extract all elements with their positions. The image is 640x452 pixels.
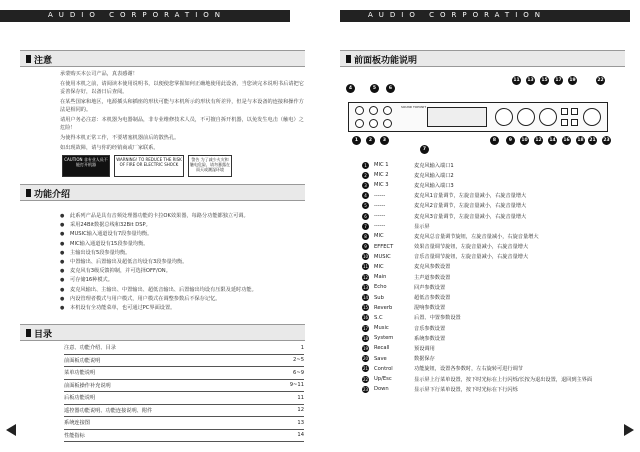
notice-paragraph: 在某些国家和地区，电源插头和插座的形状可能与本机所示的形状有所差异，但是与本设备的连接和操作方法是相同的。 [60,99,304,113]
toc-page: 12 [297,407,304,414]
toc-page: 2~5 [293,357,304,364]
item-number: 10 [362,254,369,260]
mic3-volume-knob-icon [383,119,392,128]
list-item [362,252,632,262]
callout-number: 15 [541,78,548,83]
features-title: 功能介绍 [34,190,71,200]
callout-number: 19 [569,78,576,83]
item-label: Down [374,386,389,393]
toc-label: 前面板操作补充说明 [64,382,111,389]
toc-row[interactable] [64,367,304,380]
item-number: 12 [362,274,369,280]
item-label: Echo [374,284,387,291]
list-item [362,170,632,180]
item-desc: 麦克风2音量调节，左旋音量减小，右旋音量增大 [414,203,527,210]
item-label: MIC [374,263,384,270]
list-item: ● 中置输出、后置输出及超低音均设有3段参量均衡。 [60,258,305,267]
item-label: EFFECT [374,243,394,250]
item-number: 6 [362,213,369,220]
item-label: ------ [374,192,386,199]
list-item [362,333,632,343]
caution-label: CAUTION 非专业人员不能打开机器 [62,155,110,177]
item-number: 9 [362,243,369,250]
header-brand-text: AUDIO CORPORATION [368,11,547,19]
item-desc: 超低音参数设置 [414,295,451,302]
panel-brand-text: SOUND TOPUNIT [401,105,427,109]
item-desc: 效果音量调节旋钮，左旋音量减小，右旋音量增大 [414,244,529,251]
item-label: System [374,335,394,342]
item-desc: 数据保存 [414,356,435,363]
item-label: ------ [374,202,386,209]
toc-page: 14 [297,432,304,439]
table-of-contents [64,342,304,442]
toc-label: 注意、功能介绍、目录 [64,345,116,352]
list-item [362,364,632,374]
toc-page: 13 [297,419,304,426]
item-label: ------ [374,213,386,220]
mic3-jack-icon [383,106,392,115]
mic-master-knob-icon [495,108,513,126]
callout-number: 8 [490,136,499,145]
section-marker [26,189,31,197]
item-desc: 后置、中置参数设置 [414,315,461,322]
mode-button [571,119,578,126]
item-number: 11 [362,264,369,270]
item-label: Recall [374,345,390,352]
toc-title: 目录 [34,330,53,340]
list-item [362,374,632,384]
item-label: MUSIC [374,253,391,260]
mode-button [561,108,568,115]
item-number: 8 [362,233,369,240]
effect-knob-icon [517,108,535,126]
item-desc: 麦克风输入端口2 [414,172,454,179]
toc-label: 遥控器功能说明、功能连接说明、附件 [64,407,153,414]
header-brand-text: AUDIO CORPORATION [48,11,227,19]
list-item [362,282,632,292]
item-number: 22 [362,376,369,382]
toc-row[interactable] [64,342,304,355]
toc-row[interactable] [64,417,304,430]
item-number: 2 [362,172,369,179]
right-page [320,0,640,452]
mode-button [561,119,568,126]
list-item: ● 本机设有全功能菜单，也可通过PC界面设置。 [60,304,305,313]
mic2-jack-icon [369,106,378,115]
item-label: MIC 2 [374,172,389,179]
item-number: 16 [362,315,369,321]
item-desc: 系统参数设置 [414,335,446,342]
list-item [362,231,632,241]
toc-row[interactable] [64,430,304,443]
callout-number: 9 [506,136,515,145]
item-label: MIC [374,233,384,240]
item-number: 14 [362,295,369,301]
toc-label: 菜单功能说明 [64,370,96,377]
item-desc: 音乐参数设置 [414,325,446,332]
item-desc: 显示屏 [414,223,430,230]
item-label: Up/Esc [374,376,392,383]
list-item [362,160,632,170]
toc-page: 6~9 [293,369,304,376]
section-marker [26,55,31,63]
mic1-jack-icon [355,106,364,115]
item-number: 20 [362,356,369,362]
item-number: 15 [362,305,369,311]
item-desc: 麦克风输入端口1 [414,162,454,169]
callout-number: 23 [603,138,610,143]
mic2-volume-knob-icon [369,119,378,128]
item-desc: 麦克风参数设置 [414,264,451,271]
item-desc: 显示屏下行菜单设置，按下时光标在下行闪烁 [414,386,518,393]
callout-number: 14 [549,138,556,143]
item-desc: 预设调用 [414,345,435,352]
list-item [362,201,632,211]
item-number: 21 [362,366,369,372]
front-panel-diagram [348,102,608,132]
toc-page: 1 [300,344,304,351]
list-item: ● 内设管理者模式与用户模式，用户模式在调整参数后不保存记忆。 [60,295,305,304]
mode-button [571,108,578,115]
list-item [362,262,632,272]
item-desc: 功能旋钮，设置各参数时，左右旋转可进行调节 [414,366,523,373]
toc-row[interactable] [64,380,304,393]
list-item: ● 麦克风输出、主输出、中置输出、超低音输出、后置输出均设有压限及延时功能。 [60,286,305,295]
section-marker [346,55,351,63]
item-desc: 主声道参数设置 [414,274,451,281]
display-screen [427,107,487,127]
jinggao-label: 警告 为了减少火灾和触电危险，请勿暴露在雨天或潮湿环境 [188,155,232,177]
next-page-arrow-icon[interactable] [624,424,634,436]
callout-number: 12 [535,138,542,143]
callout-number: 10 [521,138,528,143]
list-item [362,211,632,221]
item-desc: 麦克风输入端口3 [414,182,454,189]
item-label: S.C [374,314,383,321]
item-number: 18 [362,335,369,341]
warning-labels [62,155,232,177]
callout-number: 18 [577,138,584,143]
callout-number: 5 [370,84,379,93]
notice-paragraph: 为使得本机正常工作，不要堵塞机器前后的散热孔。 [60,135,180,141]
callout-number: 3 [380,136,389,145]
callout-number: 17 [555,78,562,83]
item-desc: 麦克风3音量调节，左旋音量减小，右旋音量增大 [414,213,527,220]
features-section-header [20,184,305,201]
warning-label: WARNING! TO REDUCE THE RISK OF FIRE OR ELECTRIC SHOCK [114,155,184,177]
list-item [362,354,632,364]
toc-page: 11 [297,394,304,401]
list-item [362,343,632,353]
notice-paragraph: 在使用本机之前，请阅读本使用说明书，以便使您掌握如何正确地使用此设备，当您读完本说明书后请把它妥善保存好，以备日后查阅。 [60,81,304,95]
callout-number: 11 [513,78,520,83]
notice-title: 注意 [34,56,53,66]
item-desc: 音乐音量调节旋钮，左旋音量减小，右旋音量增大 [414,254,529,261]
item-label: MIC 3 [374,182,389,189]
panel-section-header [340,50,625,67]
toc-page: 9~11 [289,382,304,389]
list-item [362,292,632,302]
feature-list [60,212,305,313]
item-label: MIC 1 [374,162,389,169]
item-label: ------ [374,223,386,230]
list-item: ● 可存储16种模式。 [60,276,305,285]
callout-number: 4 [346,84,355,93]
item-label: Control [374,365,393,372]
toc-row[interactable] [64,405,304,418]
list-item: ● 麦克风有3级反馈抑制，并可选择OFF/ON。 [60,267,305,276]
callout-number: 13 [527,78,534,83]
item-label: Sub [374,294,384,301]
panel-title: 前面板功能说明 [354,56,418,66]
notice-paragraph: 如出现故障，请与你的经销商或厂家联系。 [60,145,159,151]
item-label: Main [374,274,387,281]
item-number: 4 [362,192,369,199]
item-number: 1 [362,162,369,169]
item-desc: 麦克风1音量调节，左旋音量减小，右旋音量增大 [414,193,527,200]
item-label: Reverb [374,304,393,311]
toc-row[interactable] [64,355,304,368]
notice-paragraph: 请用户务必注意：本机器为电器制品，非专业维修技术人员，不可擅自拆开机器，以免发生电击（触电）之危险！ [60,117,304,131]
item-number: 7 [362,223,369,230]
toc-row[interactable] [64,392,304,405]
list-item [362,303,632,313]
item-desc: 混响参数设置 [414,305,446,312]
toc-label: 系统连接图 [64,420,90,427]
toc-label: 性能指标 [64,432,85,439]
item-number: 23 [362,386,369,392]
item-number: 19 [362,345,369,351]
callout-number: 1 [352,136,361,145]
panel-function-list [362,160,632,394]
item-desc: 麦克风总音量调节旋钮，左旋音量减小，右旋音量增大 [414,233,539,240]
notice-text [60,70,305,154]
list-item [362,272,632,282]
item-desc: 回声参数设置 [414,284,446,291]
list-item [362,384,632,394]
music-knob-icon [539,108,557,126]
control-knob-icon [583,108,601,126]
callout-number: 16 [563,138,570,143]
callout-number: 2 [366,136,375,145]
list-item [362,221,632,231]
callout-number: 7 [420,145,429,154]
list-item [362,313,632,323]
callout-number: 6 [386,84,395,93]
section-marker [26,329,31,337]
prev-page-arrow-icon[interactable] [6,424,16,436]
list-item: ● 主输出设有5段参量均衡。 [60,249,305,258]
list-item [362,180,632,190]
item-number: 3 [362,182,369,189]
callout-number: 21 [589,138,596,143]
callout-number: 22 [597,78,604,83]
toc-label: 后板功能说明 [64,395,96,402]
list-item: ● 此系列产品是具有音频处理器功能的卡拉OK效果器，每路分功能都独立可调。 [60,212,305,221]
item-number: 17 [362,325,369,331]
mic1-volume-knob-icon [355,119,364,128]
toc-label: 前面板功能说明 [64,357,101,364]
toc-section-header [20,324,305,341]
list-item [362,323,632,333]
list-item [362,242,632,252]
list-item: ● MIC输入通道设有15段参量均衡。 [60,240,305,249]
notice-section-header [20,50,305,67]
list-item: ● 采用24Bit数据总线和32Bit DSP。 [60,221,305,230]
item-number: 5 [362,202,369,209]
item-number: 13 [362,284,369,290]
list-item: ● MUSIC输入通道设有7段参量均衡。 [60,230,305,239]
item-desc: 显示屏上行菜单设置，按下时光标在上行闪烁/长按为退出设置，退回到主界面 [414,376,593,383]
item-label: Music [374,325,389,332]
item-label: Save [374,355,387,362]
notice-paragraph: 承蒙购买本公司产品，真表感谢！ [60,71,138,77]
list-item [362,191,632,201]
